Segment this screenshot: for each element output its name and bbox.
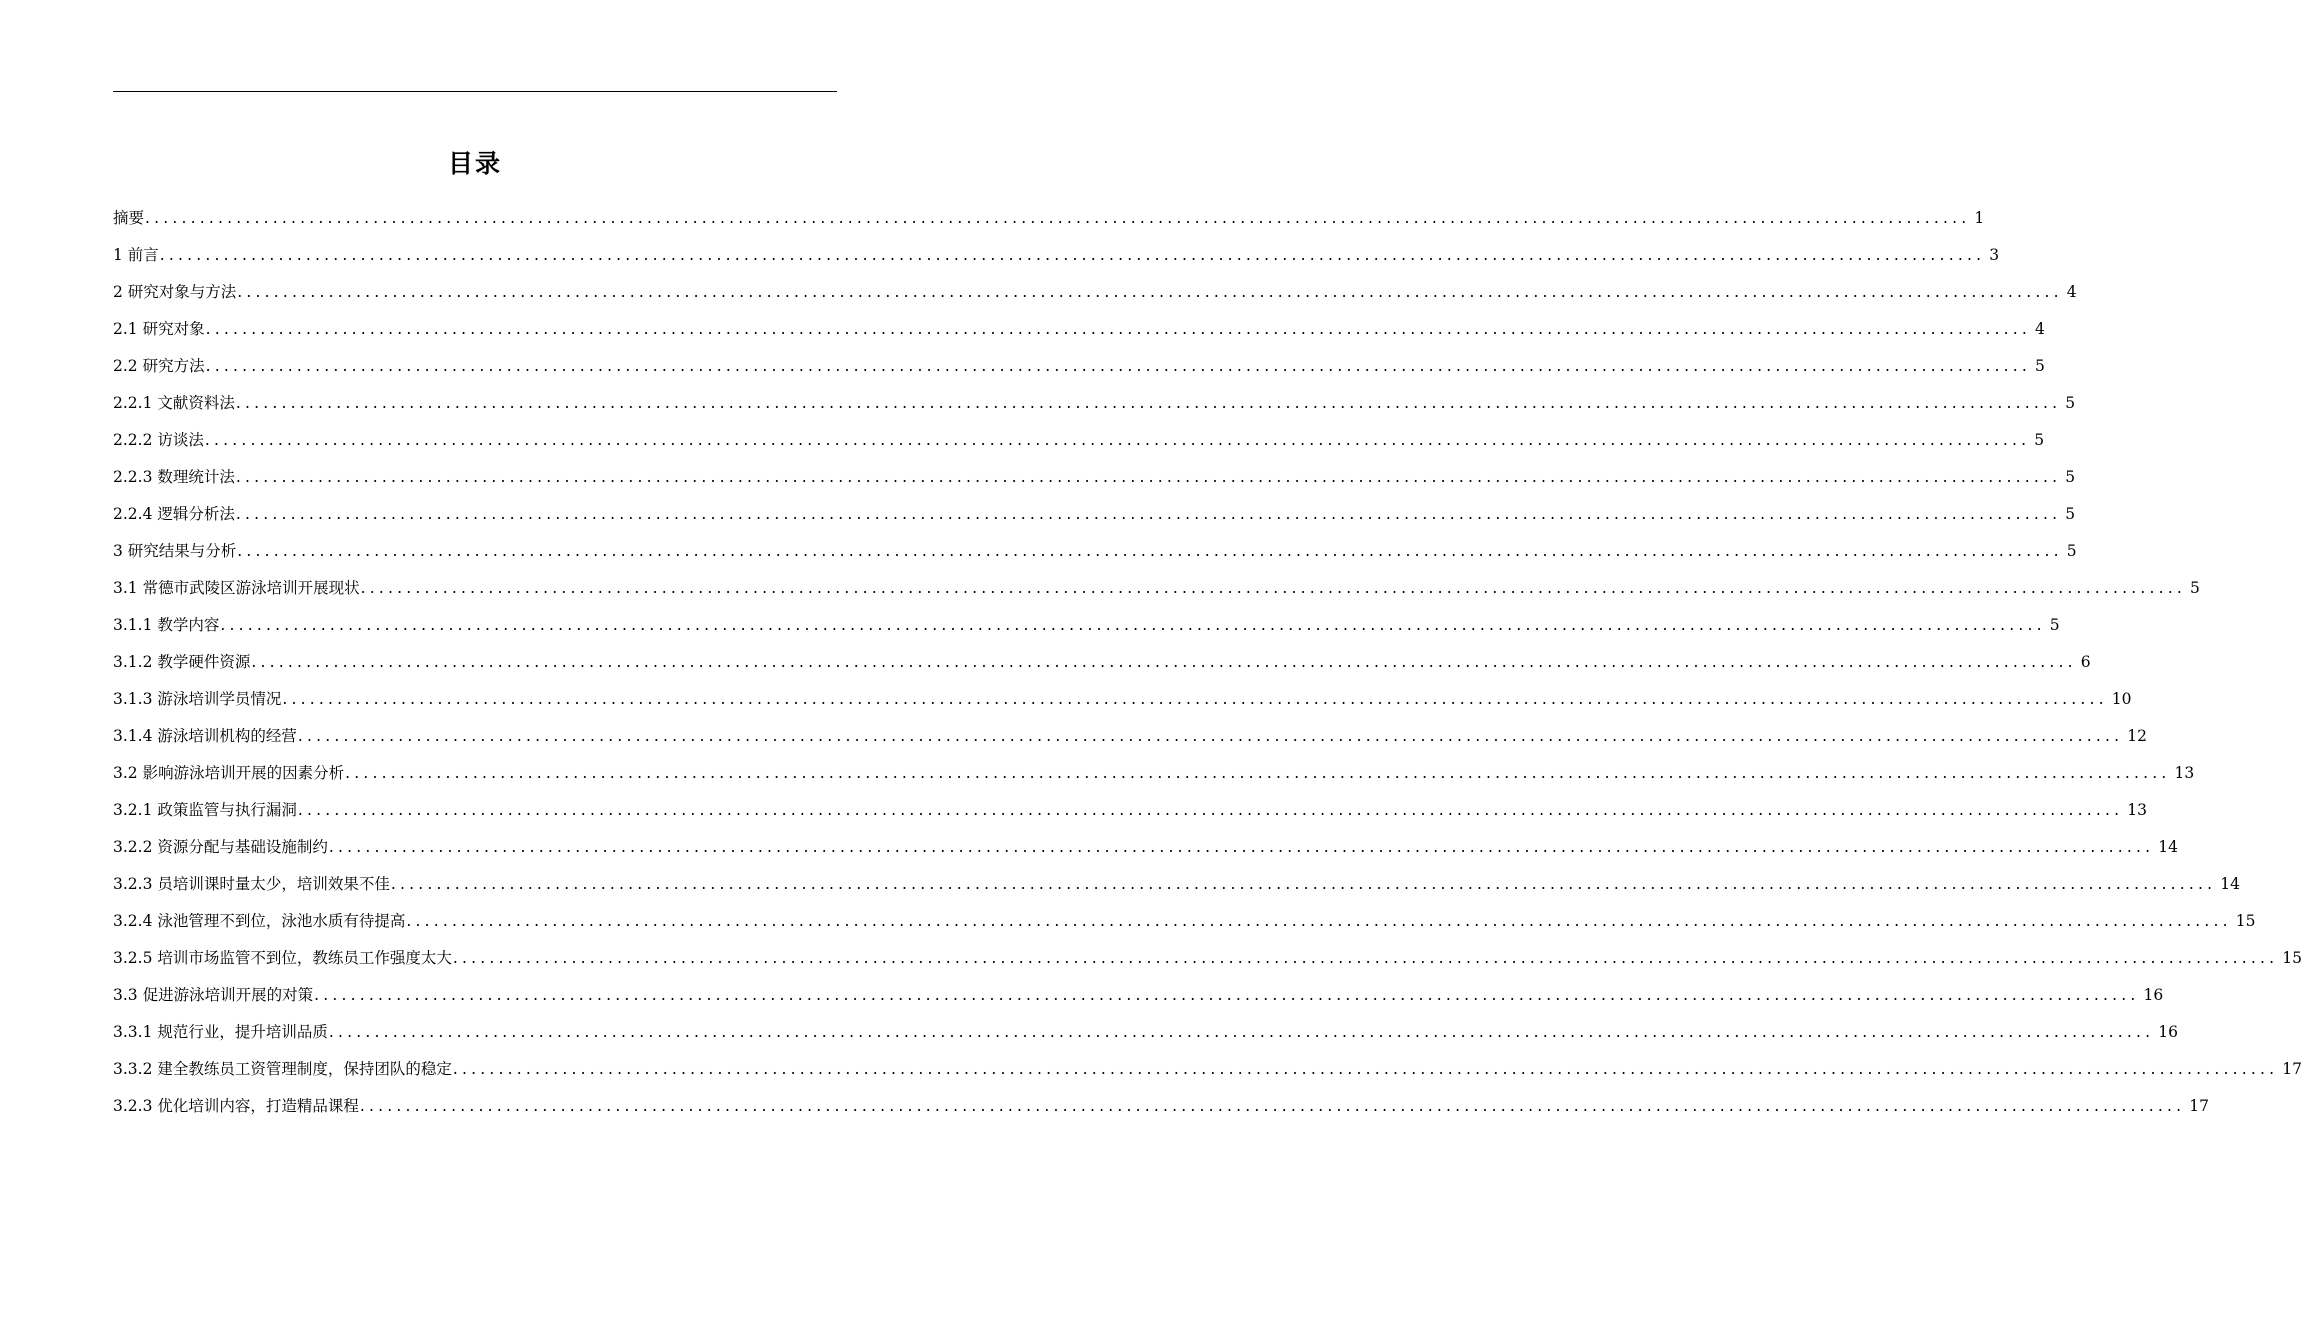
toc-entry[interactable] [113,277,2077,314]
toc-entry[interactable] [113,610,2060,647]
toc-dot-leader: ........................................................................................................................................................................................................ [235,505,2062,523]
toc-dot-leader: ........................................................................................................................................................................................................ [297,727,2124,745]
toc-entry-page-number: 5 [2066,542,2077,560]
toc-entry-page-number: 5 [2034,357,2045,375]
toc-entry[interactable] [113,758,2195,795]
toc-dot-leader: ........................................................................................................................................................................................................ [297,801,2124,819]
toc-entry-title: 2.2.4 逻辑分析法 [113,505,235,523]
toc-entry-page-number: 17 [2189,1097,2210,1115]
toc-entry-page-number: 5 [2049,616,2060,634]
toc-entry-title: 3.1.4 游泳培训机构的经营 [113,727,297,745]
toc-entry-page-number: 16 [2143,986,2164,1004]
toc-entry-page-number: 5 [2190,579,2200,597]
toc-entry-title: 3 研究结果与分析 [113,542,237,560]
toc-dot-leader: ........................................................................................................................................................................................................ [345,764,2171,782]
toc-entry-title: 3.1 常德市武陵区游泳培训开展现状 [113,579,360,597]
toc-entry-title: 2.2.3 数理统计法 [113,468,235,486]
toc-entry-page-number: 1 [1974,209,1985,227]
toc-entry-title: 2.2.2 访谈法 [113,431,204,449]
toc-entry-title: 2.1 研究对象 [113,320,205,338]
toc-entry[interactable] [113,462,2076,499]
toc-entry-title: 3.3.2 建全教练员工资管理制度，保持团队的稳定 [113,1060,452,1078]
toc-entry[interactable] [113,314,2045,351]
toc-dot-leader: ........................................................................................................................................................................................................ [237,283,2063,301]
toc-entry-title: 3.2.2 资源分配与基础设施制约 [113,838,328,856]
toc-entry-title: 3.1.3 游泳培训学员情况 [113,690,282,708]
toc-entry-title: 2 研究对象与方法 [113,283,237,301]
toc-entry[interactable] [113,647,2091,684]
toc-dot-leader: ........................................................................................................................................................................................................ [360,579,2186,597]
toc-entry[interactable] [113,425,2045,462]
toc-entry-page-number: 13 [2127,801,2148,819]
toc-dot-leader: ........................................................................................................................................................................................................ [406,912,2232,930]
toc-entry[interactable] [113,832,2179,869]
toc-dot-leader: ........................................................................................................................................................................................................ [328,838,2155,856]
toc-entry[interactable] [113,869,2241,906]
toc-dot-leader: ........................................................................................................................................................................................................ [452,1060,2279,1078]
toc-entry[interactable] [113,684,2132,721]
toc-entry-title: 3.2.1 政策监管与执行漏洞 [113,801,297,819]
toc-entry[interactable] [113,980,2164,1017]
toc-entry-page-number: 14 [2220,875,2241,893]
toc-entry-page-number: 4 [2034,320,2045,338]
toc-entry-title: 3.3 促进游泳培训开展的对策 [113,986,314,1004]
toc-entry-page-number: 3 [1989,246,2000,264]
toc-entry-page-number: 5 [2034,431,2045,449]
toc-dot-leader: ........................................................................................................................................................................................................ [205,320,2031,338]
toc-entry-page-number: 6 [2080,653,2091,671]
toc-dot-leader: ........................................................................................................................................................................................................ [314,986,2140,1004]
toc-entry-title: 3.2.3 员培训课时量太少，培训效果不佳 [113,875,390,893]
toc-dot-leader: ........................................................................................................................................................................................................ [204,431,2031,449]
toc-entry-title: 摘要 [113,209,145,227]
toc-entry[interactable] [113,1017,2179,1054]
toc-entry-title: 3.2 影响游泳培训开展的因素分析 [113,764,345,782]
toc-entry[interactable] [113,499,2076,536]
toc-dot-leader: ........................................................................................................................................................................................................ [251,653,2077,671]
toc-entry[interactable] [113,203,1985,240]
toc-dot-leader: ........................................................................................................................................................................................................ [235,394,2062,412]
toc-entry[interactable] [113,1054,2302,1091]
toc-dot-leader: ........................................................................................................................................................................................................ [328,1023,2155,1041]
toc-dot-leader: ........................................................................................................................................................................................................ [205,357,2031,375]
toc-entry[interactable] [113,1091,2210,1128]
toc-entry[interactable] [113,240,2000,277]
toc-entry-page-number: 5 [2065,505,2076,523]
toc-entry-title: 3.2.5 培训市场监管不到位，教练员工作强度太大 [113,949,452,967]
toc-entry[interactable] [113,351,2045,388]
toc-dot-leader: ........................................................................................................................................................................................................ [159,246,1986,264]
toc-dot-leader: ........................................................................................................................................................................................................ [235,468,2062,486]
toc-entry[interactable] [113,795,2148,832]
toc-dot-leader: ........................................................................................................................................................................................................ [282,690,2108,708]
toc-entry-page-number: 13 [2174,764,2195,782]
toc-dot-leader: ........................................................................................................................................................................................................ [452,949,2279,967]
toc-entry-page-number: 17 [2282,1060,2302,1078]
toc-entry-page-number: 16 [2158,1023,2179,1041]
toc-entry-title: 3.1.2 教学硬件资源 [113,653,251,671]
toc-entry-page-number: 14 [2158,838,2179,856]
page-title: 目录 [447,149,502,178]
toc-entry-title: 3.2.3 优化培训内容，打造精品课程 [113,1097,359,1115]
toc-entry-title: 2.2 研究方法 [113,357,205,375]
toc-entry[interactable] [113,906,2256,943]
toc-entry[interactable] [113,943,2302,980]
toc-entry-title: 3.3.1 规范行业，提升培训品质 [113,1023,328,1041]
toc-entry-page-number: 5 [2065,468,2076,486]
toc-entry-page-number: 15 [2235,912,2256,930]
toc-dot-leader: ........................................................................................................................................................................................................ [145,209,1971,227]
toc-entry-page-number: 5 [2065,394,2076,412]
toc-entry[interactable] [113,573,2200,610]
toc-entry[interactable] [113,721,2148,758]
toc-dot-leader: ........................................................................................................................................................................................................ [220,616,2046,634]
toc-dot-leader: ........................................................................................................................................................................................................ [237,542,2063,560]
toc-entry-title: 1 前言 [113,246,159,264]
toc-entry-title: 2.2.1 文献资料法 [113,394,235,412]
toc-entry[interactable] [113,536,2077,573]
toc-entry-page-number: 10 [2111,690,2132,708]
toc-entry-page-number: 4 [2066,283,2077,301]
table-of-contents [113,203,2302,1128]
toc-entry-page-number: 12 [2127,727,2148,745]
toc-entry-title: 3.2.4 泳池管理不到位，泳池水质有待提高 [113,912,406,930]
toc-dot-leader: ........................................................................................................................................................................................................ [359,1097,2186,1115]
toc-entry[interactable] [113,388,2076,425]
toc-entry-title: 3.1.1 教学内容 [113,616,220,634]
toc-entry-page-number: 15 [2282,949,2302,967]
header-rule [113,91,837,92]
toc-dot-leader: ........................................................................................................................................................................................................ [390,875,2217,893]
